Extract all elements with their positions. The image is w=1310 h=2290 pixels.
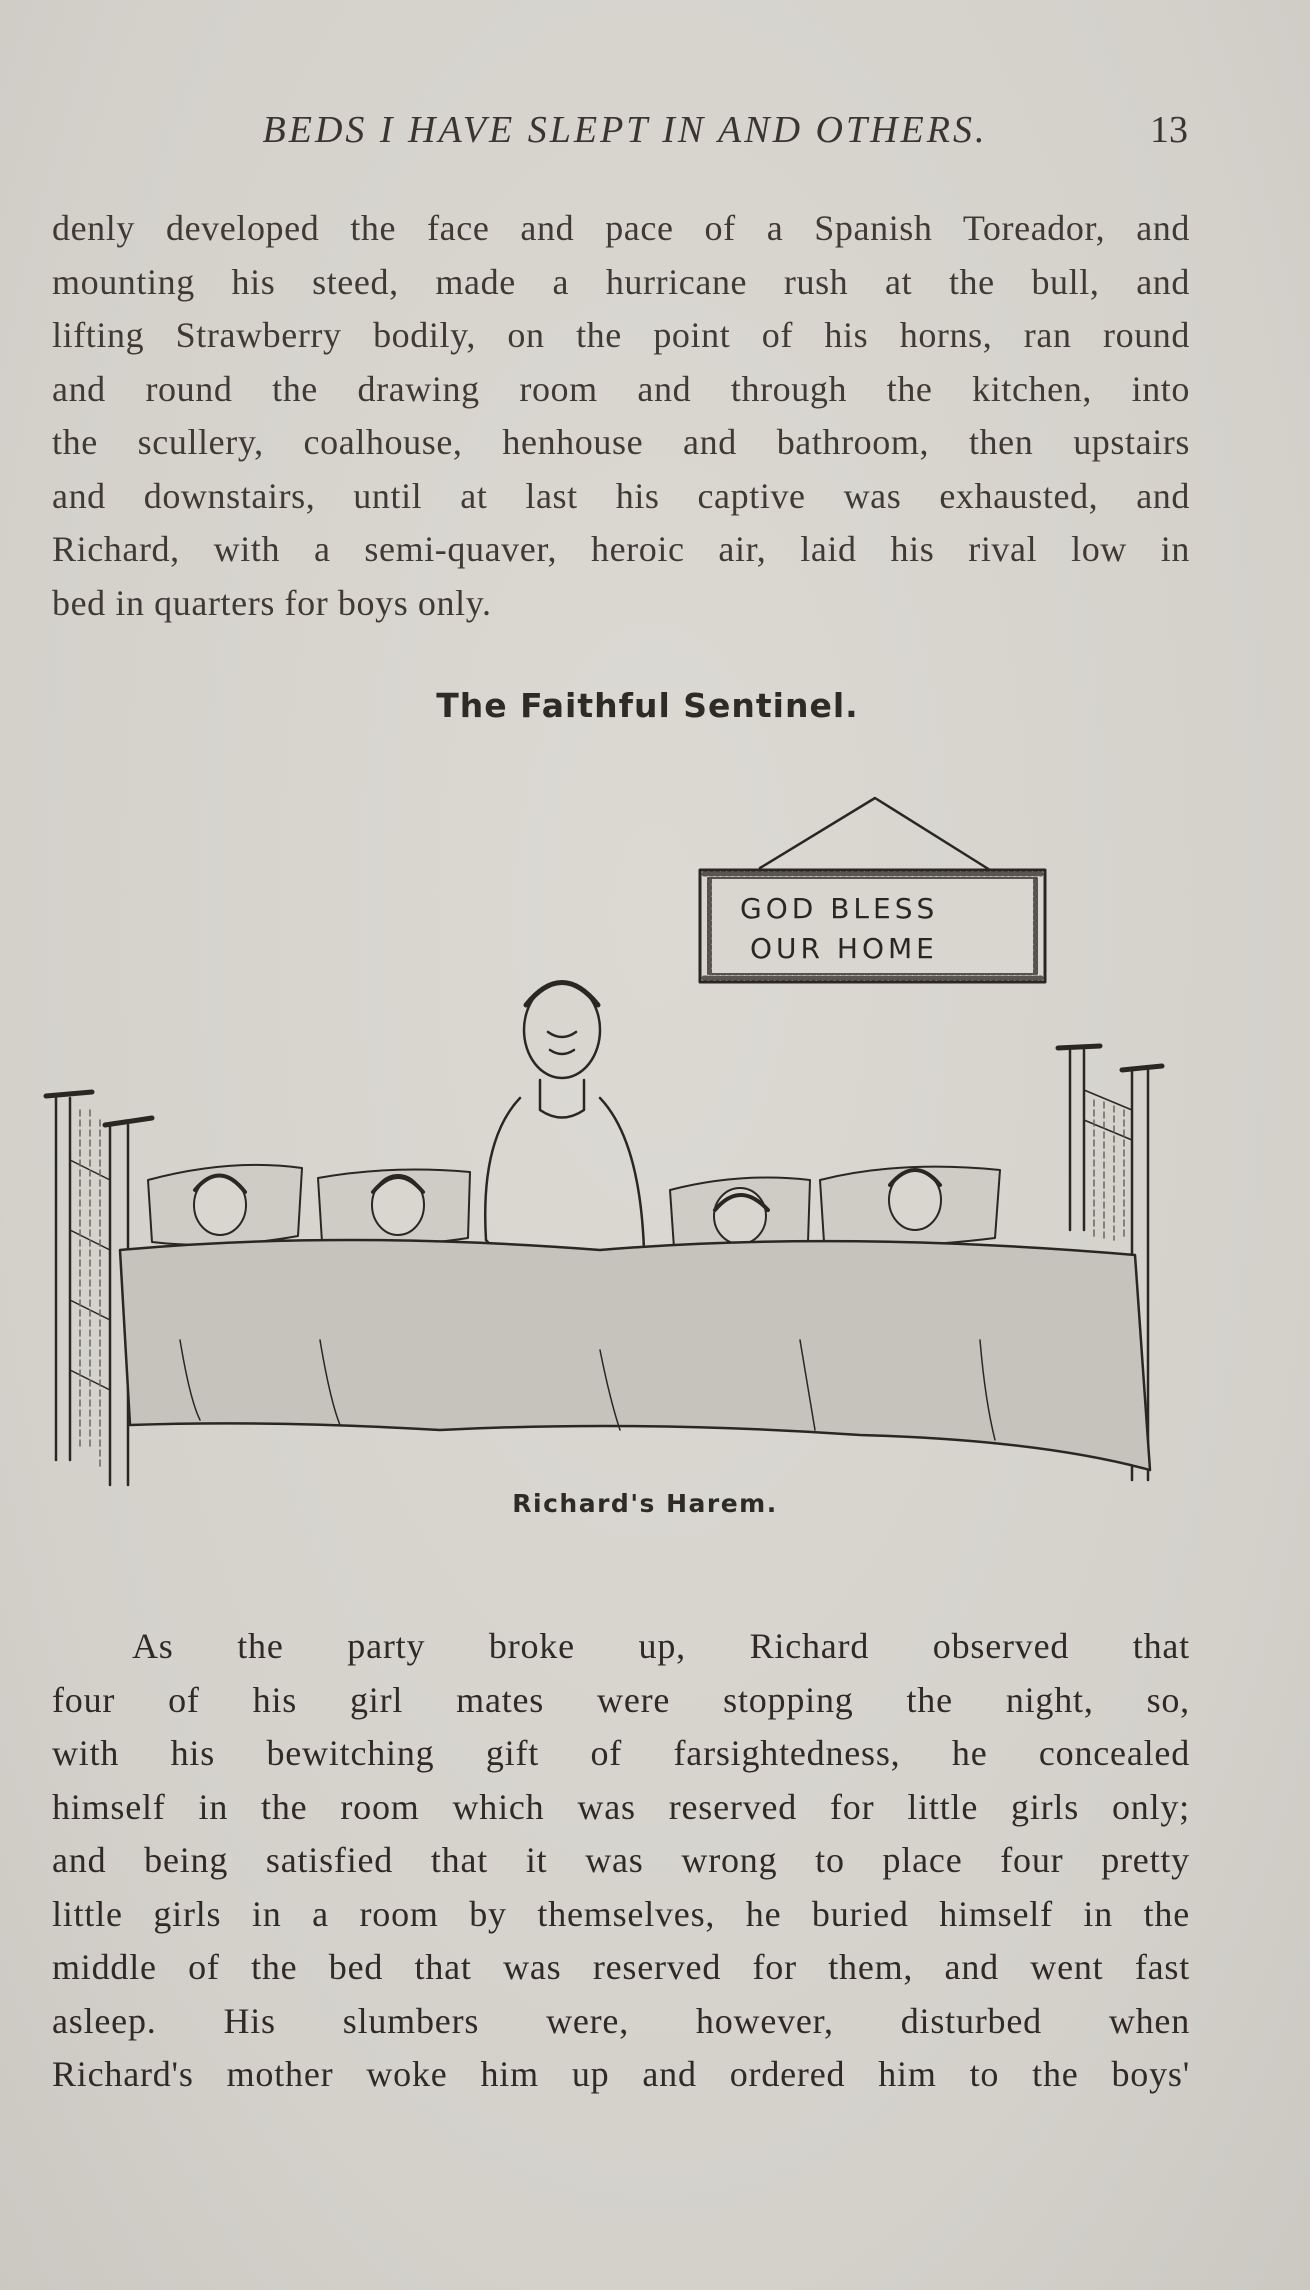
text-line: and being satisfied that it was wrong to place four pretty — [52, 1840, 1190, 1880]
text-line: lifting Strawberry bodily, on the point of his horns, ran round — [52, 315, 1190, 355]
illustration-caption: Richard's Harem. — [512, 1489, 778, 1518]
girl-3 — [670, 1178, 810, 1250]
bed-illustration — [40, 780, 1190, 1500]
girl-2 — [318, 1170, 470, 1246]
text-line: himself in the room which was reserved for little girls only; — [52, 1786, 1190, 1827]
text-line: the scullery, coalhouse, henhouse and bathroom, then upstairs — [52, 422, 1190, 462]
text-line: with his bewitching gift of farsightedness, he concealed — [52, 1733, 1190, 1773]
text-line: Richard, with a semi-quaver, heroic air, laid his rival low in — [52, 529, 1190, 569]
paragraph-2 — [52, 1620, 1190, 2102]
sign-wire — [760, 798, 990, 870]
sign-frame — [700, 870, 1045, 982]
text-line: asleep. His slumbers were, however, disturbed when — [52, 2000, 1190, 2041]
text-line: and downstairs, until at last his captive was exhausted, and — [52, 475, 1190, 516]
text-line: As the party broke up, Richard observed that — [132, 1626, 1190, 1666]
girl-1 — [148, 1165, 302, 1245]
text-line: denly developed the face and pace of a Spanish Toreador, and — [52, 208, 1190, 248]
sign-text-line-1: GOD BLESS — [740, 892, 939, 925]
illustration-title: The Faithful Sentinel. — [436, 686, 859, 725]
girl-4 — [820, 1167, 1000, 1246]
text-line: middle of the bed that was reserved for them, and went fast — [52, 1947, 1190, 1987]
paragraph-1 — [52, 202, 1190, 630]
sign-text-line-2: OUR HOME — [750, 932, 938, 965]
text-line: bed in quarters for boys only. — [52, 582, 492, 623]
text-line: and round the drawing room and through the kitchen, into — [52, 368, 1190, 409]
bed-blanket — [120, 1240, 1150, 1470]
text-line: four of his girl mates were stopping the night, so, — [52, 1679, 1190, 1720]
running-head-title: BEDS I HAVE SLEPT IN AND OTHERS. — [262, 109, 988, 151]
text-line: mounting his steed, made a hurricane rush at the bull, and — [52, 261, 1190, 302]
page-number: 13 — [1150, 109, 1188, 151]
text-line: little girls in a room by themselves, he buried himself in the — [52, 1893, 1190, 1934]
text-line: Richard's mother woke him up and ordered him to the boys' — [52, 2054, 1190, 2094]
